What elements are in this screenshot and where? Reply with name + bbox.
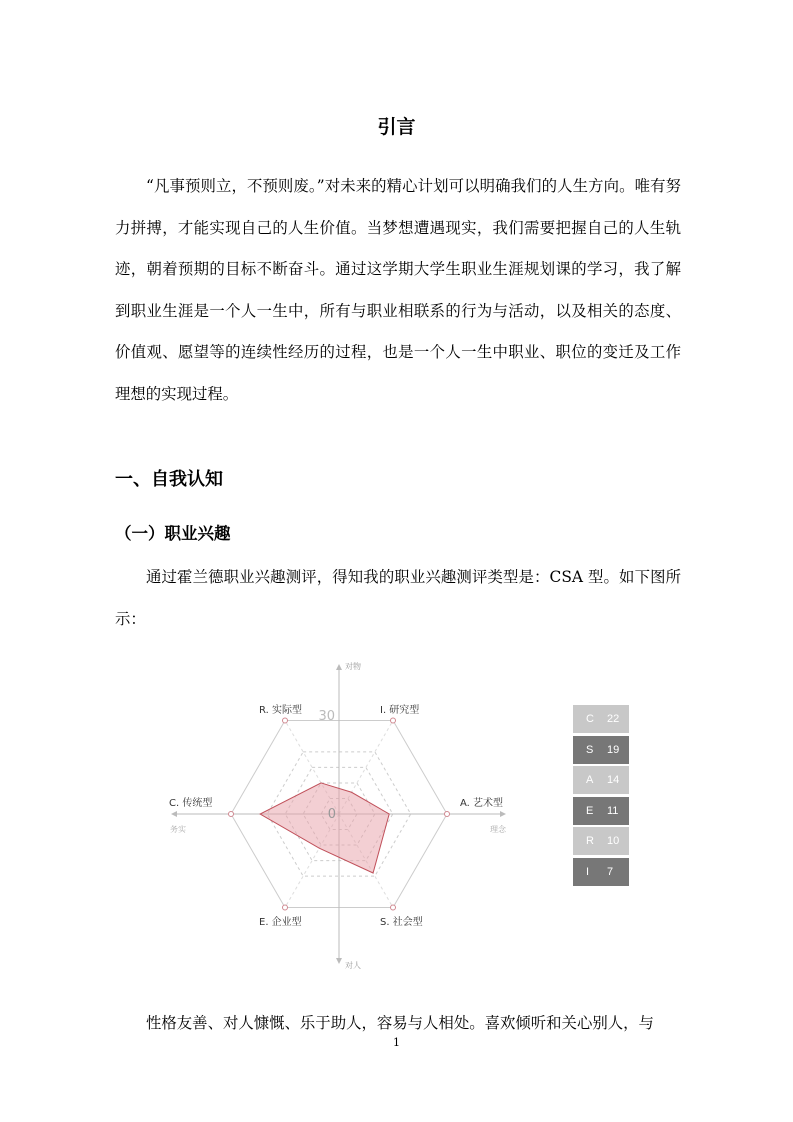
intro-paragraph: “凡事预则立，不预则废。”对未来的精心计划可以明确我们的人生方向。唯有努力拼搏，才能实现自己的人生价值。当梦想遭遇现实，我们需要把握自己的人生轨迹，朝着预期的目标不断奋斗。通过这学期大学生职业生涯规划课的学习，我了解到职业生涯是一个人一生中，所有与职业相联系的行为与活动，以及相关的态度、价值观、愿望等的连续性经历的过程，也是一个人一生中职业、职位的变迁及工作理想的实现过程。 [115,177,681,403]
page-number: 1 [393,1036,400,1049]
axis-label-right: 理念 [490,825,506,834]
score-item [573,736,629,764]
score-value: 19 [607,743,620,756]
score-item [573,827,629,855]
axis-label: E. 企业型 [259,917,302,928]
tick-label-max: 30 [318,709,335,724]
vertex-marker [391,905,396,910]
vertex-marker [445,812,450,817]
axis-label: R. 实际型 [259,705,302,716]
arrow-down-icon [336,958,342,964]
score-letter: E [586,804,594,817]
score-item [573,705,629,733]
arrow-left-icon [171,811,177,817]
vertex-marker [283,905,288,910]
score-value: 10 [607,835,620,847]
score-letter: C [586,713,594,725]
axis-label: C. 传统型 [169,798,213,809]
score-item [573,858,629,886]
axis-label: S. 社会型 [380,917,423,928]
axis-label: I. 研究型 [380,705,420,716]
score-letter: S [586,743,594,756]
interest-paragraph: 通过霍兰德职业兴趣测评，得知我的职业兴趣测评类型是：CSA 型。如下图所示： [115,568,681,628]
score-value: 7 [607,865,614,878]
section-heading: 一、自我认知 [115,469,223,490]
personality-paragraph: 性格友善、对人慷慨、乐于助人，容易与人相处。喜欢倾听和关心别人，与 [146,1014,654,1032]
subsection-heading: （一）职业兴趣 [115,524,231,543]
score-letter: A [586,774,594,786]
score-item [573,766,629,794]
axis-label-top: 对物 [345,662,361,671]
vertex-marker [229,812,234,817]
score-item [573,797,629,825]
score-value: 22 [607,713,620,725]
arrow-up-icon [336,664,342,670]
axis-label: A. 艺术型 [460,798,504,809]
tick-label-zero: 0 [327,807,336,822]
score-value: 11 [607,804,619,817]
vertex-marker [283,718,288,723]
score-letter: R [586,835,594,847]
data-area [260,783,389,873]
score-value: 14 [607,774,620,786]
axis-label-bottom: 对人 [345,961,361,970]
axis-label-left: 务实 [170,825,186,834]
score-letter: I [586,865,590,878]
page-title: 引言 [377,116,416,138]
arrow-right-icon [500,811,506,817]
vertex-marker [391,718,396,723]
